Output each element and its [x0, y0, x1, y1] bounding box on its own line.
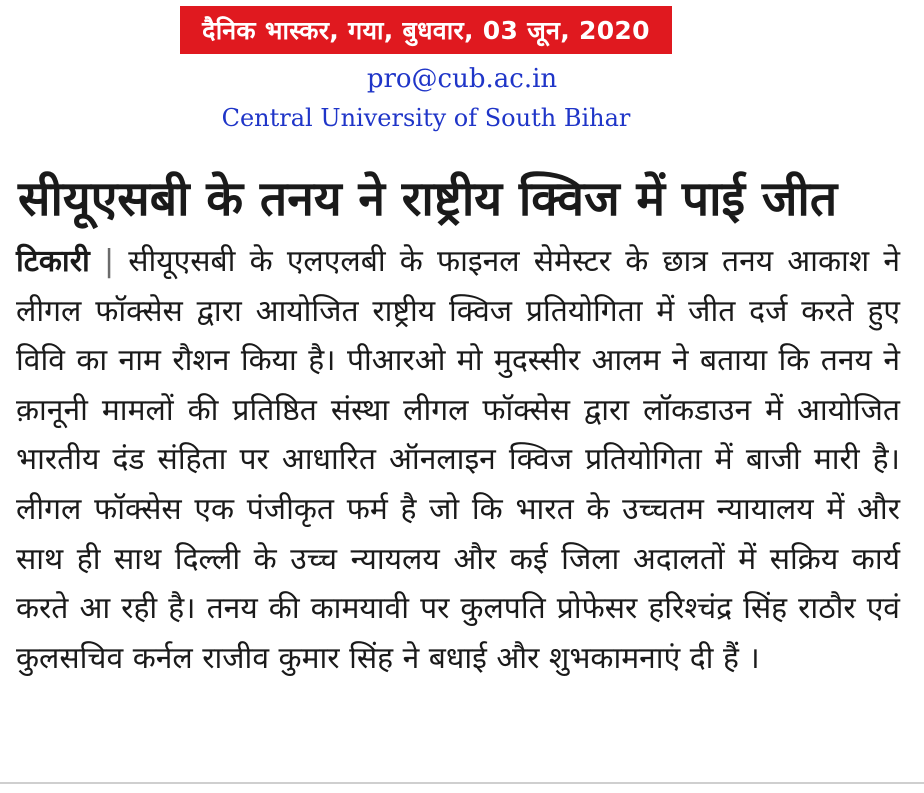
article-body-text: सीयूएसबी के एलएलबी के फाइनल सेमेस्टर के छात्र तनय आकाश ने लीगल फॉक्सेस द्वारा आयोजित राष्ट्रीय क्विज प्रतियोगिता में जीत दर्ज करते हुए विवि का नाम रौशन किया है। पीआरओ मो मुदस्सीर आलम ने बताया कि तनय ने क़ानूनी मामलों की प्रतिष्ठित संस्था लीगल फॉक्सेस द्वारा लॉकडाउन में आयोजित भारतीय दंड संहिता पर आधारित ऑनलाइन क्विज प्रतियोगिता में बाजी मारी है। लीगल फॉक्सेस एक पंजीकृत फर्म है जो कि भारत के उच्चतम न्यायालय में और साथ ही साथ दिल्ली के उच्च न्यायलय और कई जिला अदालतों में सक्रिय कार्य करते आ रही है। तनय की कामयावी पर कुलपति प्रोफेसर हरिश्चंद्र सिंह राठौर एवं कुलसचिव कर्नल राजीव कुमार सिंह ने बधाई और शुभकामनाएं दी हैं । — [16, 244, 900, 676]
bottom-rule — [0, 782, 924, 784]
article-headline: सीयूएसबी के तनय ने राष्ट्रीय क्विज में पाई जीत — [18, 171, 838, 227]
contact-email: pro@cub.ac.in — [366, 64, 558, 94]
institution-name: Central University of South Bihar — [221, 104, 631, 132]
newspaper-masthead — [180, 6, 672, 54]
dateline-separator: | — [103, 244, 115, 279]
article-dateline: टिकारी — [16, 244, 90, 279]
article-body — [16, 237, 900, 683]
masthead-text: दैनिक भास्कर, गया, बुधवार, 03 जून, 2020 — [202, 16, 650, 45]
